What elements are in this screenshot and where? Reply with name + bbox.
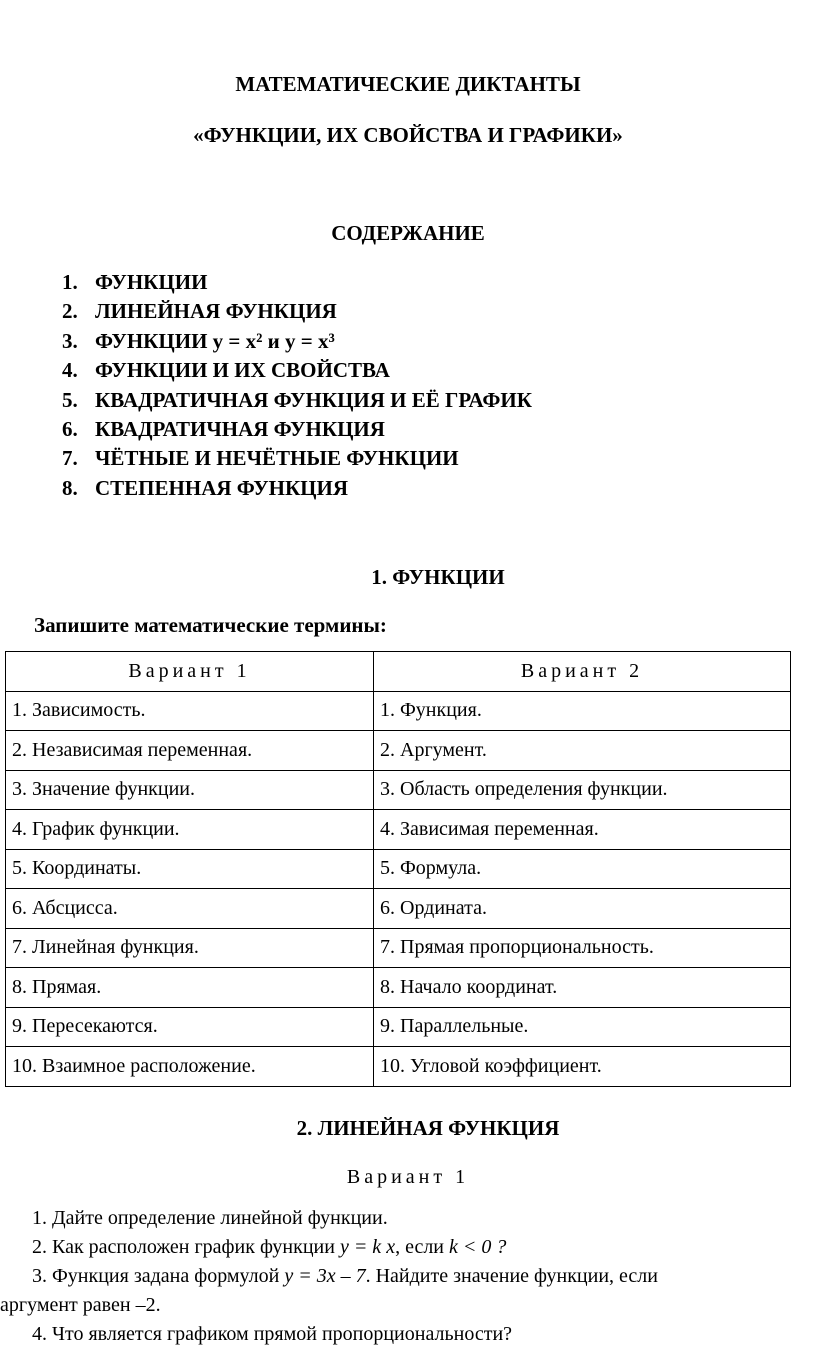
- table-cell: 1. Функция.: [374, 691, 791, 731]
- table-cell: 8. Начало координат.: [374, 968, 791, 1008]
- question-4: 4. Что является графиком прямой пропорциональности?: [32, 1323, 513, 1345]
- table-row: [6, 770, 791, 810]
- table-cell: 7. Прямая пропорциональность.: [374, 928, 791, 968]
- table-cell: 9. Параллельные.: [374, 1007, 791, 1047]
- contents-heading: СОДЕРЖАНИЕ: [331, 221, 485, 245]
- question-2: 2. Как расположен график функции y = k x, если k < 0 ?: [32, 1236, 507, 1258]
- condition: k < 0 ?: [449, 1236, 507, 1258]
- table-row: [6, 1007, 791, 1047]
- table-cell: 10. Взаимное расположение.: [6, 1047, 374, 1087]
- table-row: [6, 928, 791, 968]
- toc-item: 7. ЧЁТНЫЕ И НЕЧЁТНЫЕ ФУНКЦИИ: [62, 446, 459, 471]
- table-cell: 5. Формула.: [374, 849, 791, 889]
- table-row: [6, 889, 791, 929]
- variant1-header: Вариант 1: [6, 652, 374, 692]
- toc-item: 8. СТЕПЕННАЯ ФУНКЦИЯ: [62, 475, 349, 500]
- table-cell: 4. График функции.: [6, 810, 374, 850]
- table-cell: 8. Прямая.: [6, 968, 374, 1008]
- table-cell: 1. Зависимость.: [6, 691, 374, 731]
- section2-heading: 2. ЛИНЕЙНАЯ ФУНКЦИЯ: [296, 1116, 560, 1140]
- table-row: [6, 849, 791, 889]
- table-cell: 6. Абсцисса.: [6, 889, 374, 929]
- section2-variant: Вариант 1: [346, 1166, 470, 1188]
- table-cell: 3. Область определения функции.: [374, 770, 791, 810]
- table-cell: 7. Линейная функция.: [6, 928, 374, 968]
- toc-item: 5. КВАДРАТИЧНАЯ ФУНКЦИЯ И ЕЁ ГРАФИК: [62, 387, 532, 412]
- table-cell: 5. Координаты.: [6, 849, 374, 889]
- table-row: [6, 731, 791, 771]
- table-cell: 2. Аргумент.: [374, 731, 791, 771]
- table-row: [6, 810, 791, 850]
- toc-item: 2. ЛИНЕЙНАЯ ФУНКЦИЯ: [62, 299, 337, 324]
- document-title: МАТЕМАТИЧЕСКИЕ ДИКТАНТЫ: [235, 72, 581, 96]
- toc-item: 1. ФУНКЦИИ: [62, 270, 208, 294]
- table-cell: 2. Независимая переменная.: [6, 731, 374, 771]
- table-row: [6, 691, 791, 731]
- table-cell: 3. Значение функции.: [6, 770, 374, 810]
- table-cell: 6. Ордината.: [374, 889, 791, 929]
- formula: y = 3x – 7: [284, 1265, 366, 1287]
- section1-instruction: Запишите математические термины:: [34, 613, 387, 637]
- question-3-continued: аргумент равен –2.: [0, 1294, 161, 1316]
- toc-item: 6. КВАДРАТИЧНАЯ ФУНКЦИЯ: [62, 416, 385, 441]
- toc-item: 4. ФУНКЦИИ И ИХ СВОЙСТВА: [62, 358, 390, 383]
- table-cell: 10. Угловой коэффициент.: [374, 1047, 791, 1087]
- table-of-contents: [62, 268, 532, 503]
- question-3: 3. Функция задана формулой y = 3x – 7. Найдите значение функции, если: [32, 1265, 658, 1287]
- formula: y = k x: [339, 1236, 396, 1258]
- terms-table: [5, 651, 791, 1087]
- document-subtitle: «ФУНКЦИИ, ИХ СВОЙСТВА И ГРАФИКИ»: [193, 123, 623, 147]
- table-cell: 4. Зависимая переменная.: [374, 810, 791, 850]
- toc-item: 3. ФУНКЦИИ y = x² и y = x³: [62, 328, 335, 353]
- table-cell: 9. Пересекаются.: [6, 1007, 374, 1047]
- table-row: [6, 968, 791, 1008]
- variant2-header: Вариант 2: [374, 652, 791, 692]
- section1-heading: 1. ФУНКЦИИ: [371, 565, 505, 589]
- question-1: 1. Дайте определение линейной функции.: [32, 1207, 388, 1229]
- table-header-row: [6, 652, 791, 692]
- table-row: [6, 1047, 791, 1087]
